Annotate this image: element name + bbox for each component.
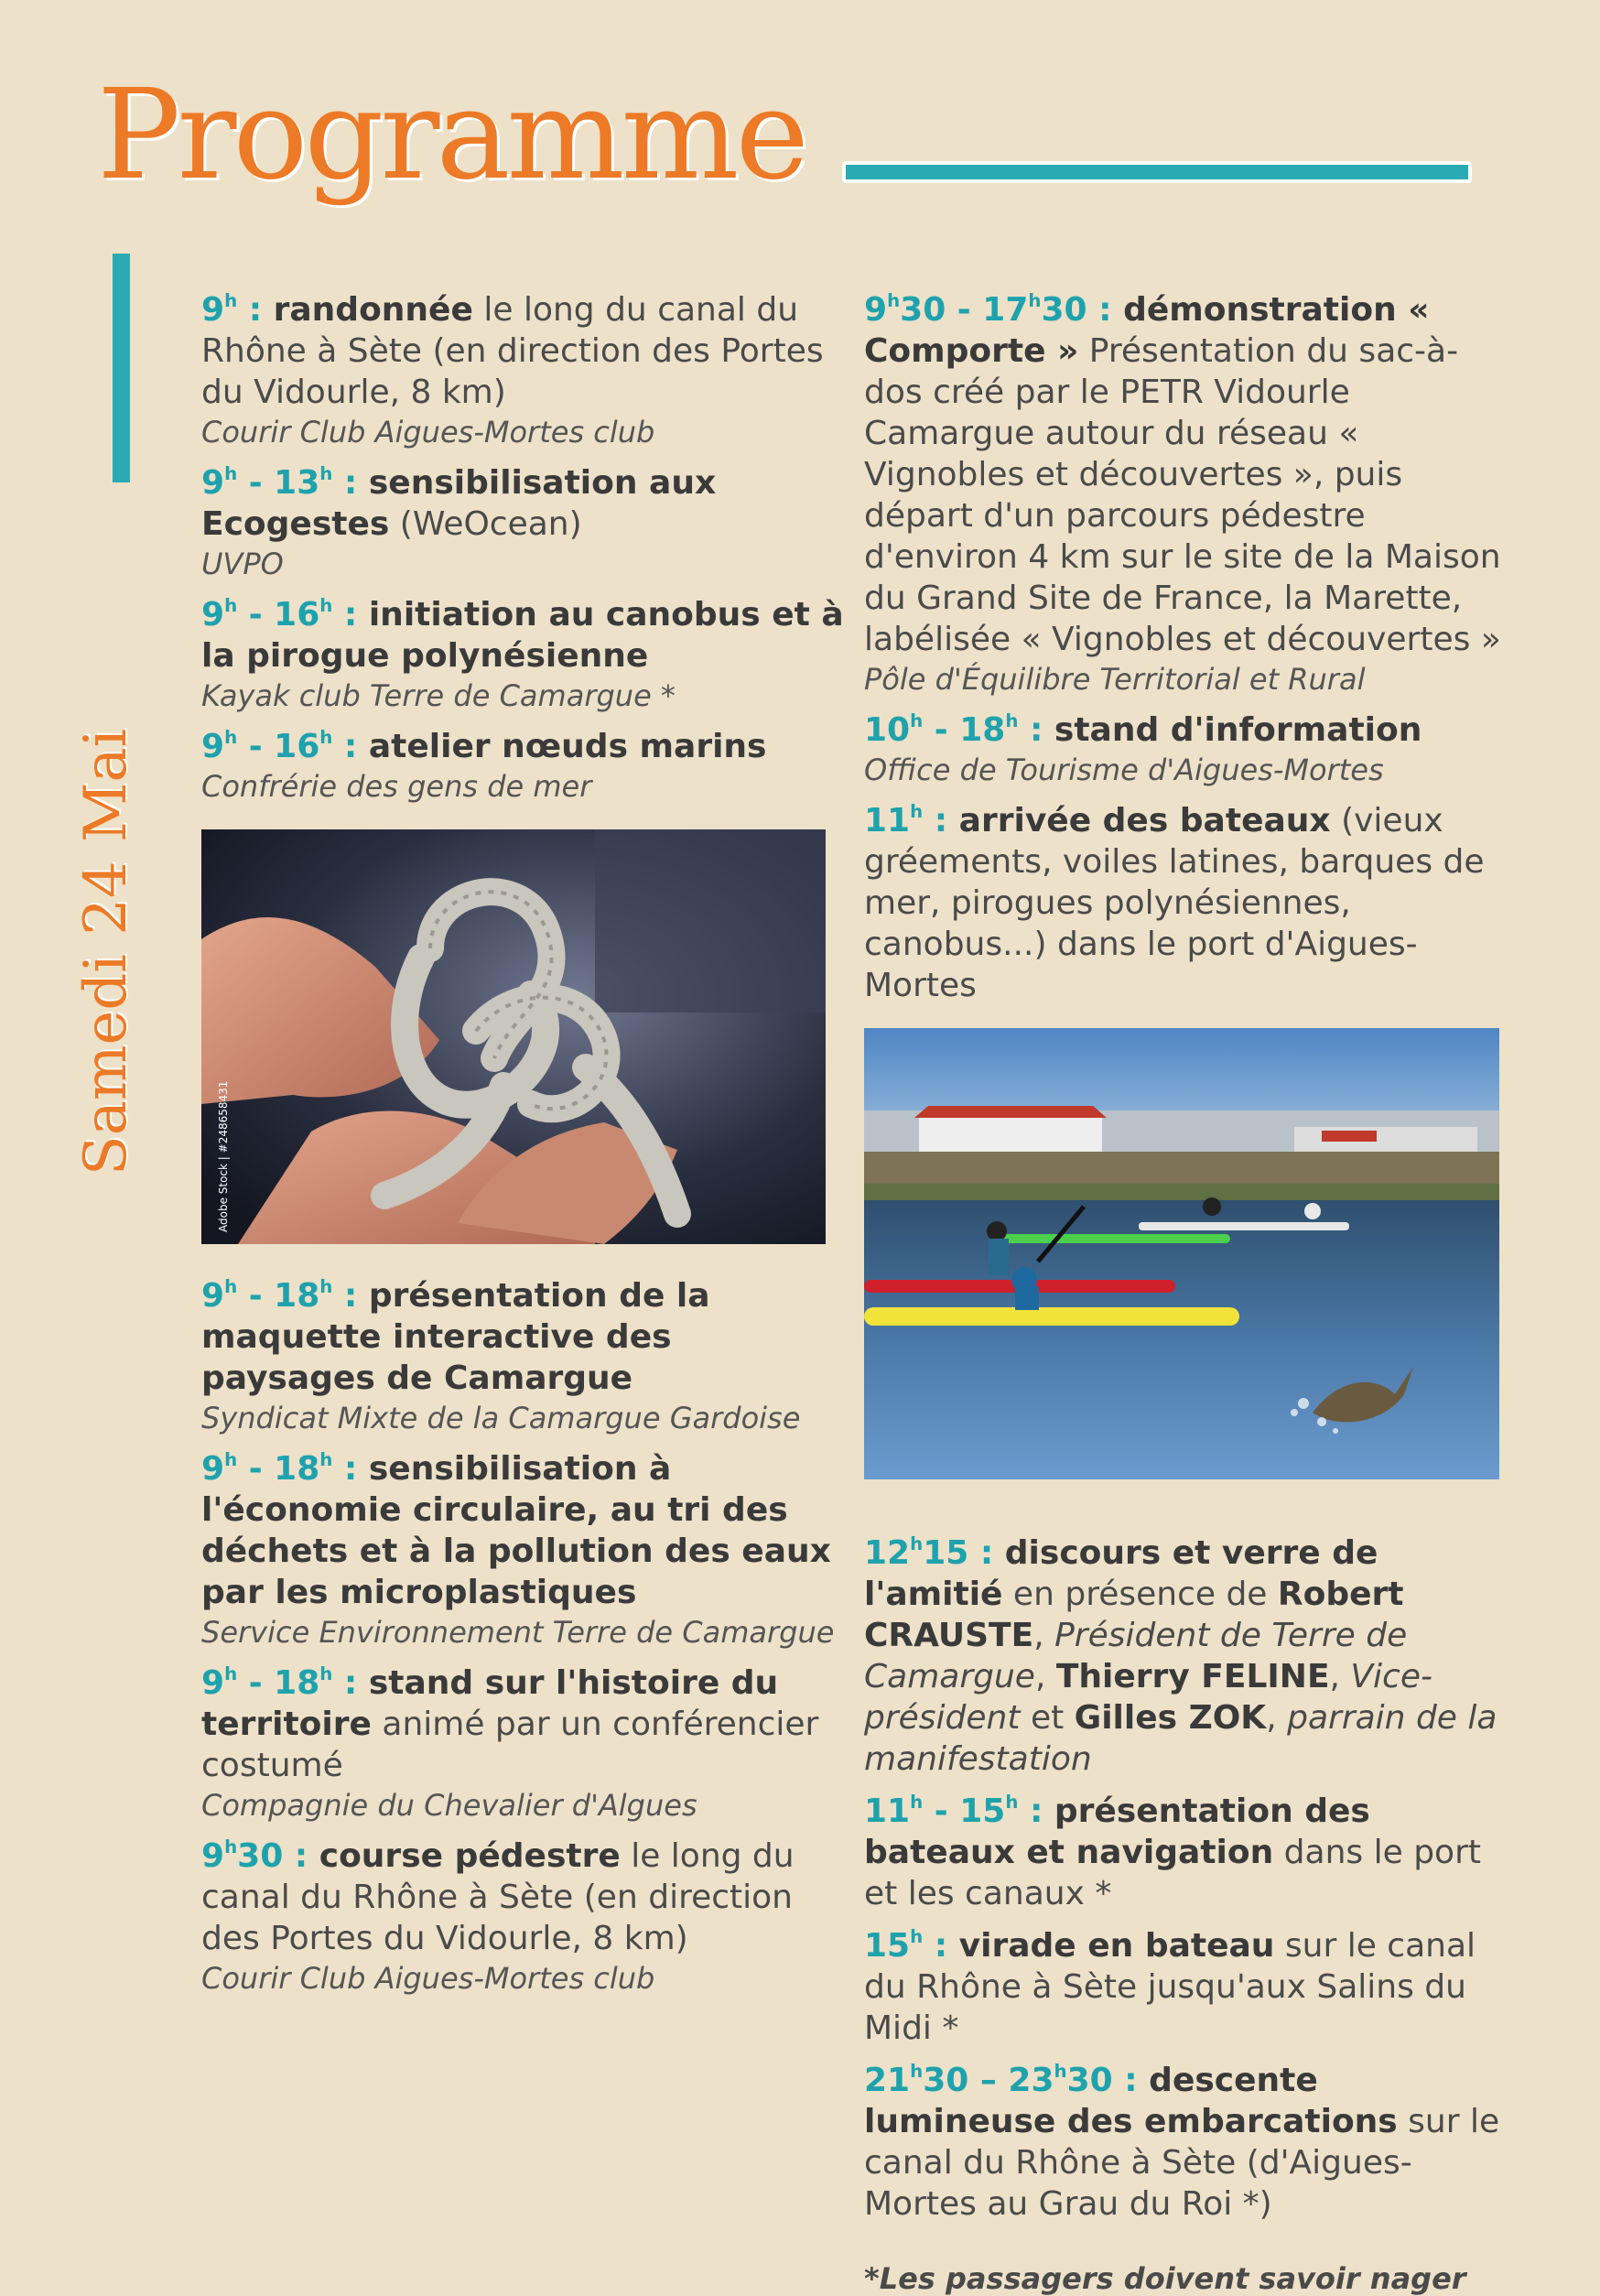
entry-time: 9$^h$ - 18$^h$ : xyxy=(201,1449,369,1488)
right-entries-bottom xyxy=(864,1791,1505,2225)
page-title: Programme xyxy=(97,63,805,208)
entry-description: le long du canal du Rhône à Sète (en direction des Portes du Vidourle, 8 km) xyxy=(201,291,824,411)
entry-organizer: Pôle d'Équilibre Territorial et Rural xyxy=(864,662,1366,697)
program-entry xyxy=(201,1836,847,1998)
program-entry xyxy=(864,1791,1505,1914)
left-entries-bottom xyxy=(201,1275,847,1998)
entry-title: discours et verre de l'amitié xyxy=(864,1534,1378,1613)
entry-description: (vieux gréements, voiles latines, barques de mer, pirogues polynésiennes, canobus...) dans le port d'Aigues-Mortes xyxy=(864,802,1485,1004)
entry-organizer: Confrérie des gens de mer xyxy=(201,769,592,804)
entry-time: 9$^h$ - 18$^h$ : xyxy=(201,1276,369,1315)
entry-time: 9$^h$30 - 17$^h$30 : xyxy=(864,290,1124,329)
entry-organizer: UVPO xyxy=(201,547,284,581)
entry-time: 21$^h$30 – 23$^h$30 : xyxy=(864,2061,1150,2099)
entry-time: 12$^h$15 : xyxy=(864,1533,1005,1572)
entry-description: animé par un conférencier costumé xyxy=(201,1706,819,1784)
entry-title: démonstration « Comporte » xyxy=(864,291,1430,370)
kayak-photo xyxy=(864,1028,1499,1479)
entry-title: sensibilisation aux Ecogestes xyxy=(201,464,717,543)
title-rule xyxy=(842,161,1472,183)
entry-title: stand sur l'histoire du territoire xyxy=(201,1664,779,1743)
entry-title: présentation des bateaux et navigation xyxy=(864,1792,1370,1871)
entry-time: 9$^h$ - 16$^h$ : xyxy=(201,727,369,765)
program-entry xyxy=(864,1925,1505,2049)
guest-name: Thierry FELINE xyxy=(1055,1658,1330,1695)
entry-discours: 12$^h$15 : discours et verre de l'amitié en présence de Robert CRAUSTE, Président de Terre de Camargue, Thierry FELINE, Vice-président et Gilles ZOK, parrain de la manifestation xyxy=(864,1533,1497,1778)
entry-title: randonnée xyxy=(273,291,473,329)
entry-organizer: Compagnie du Chevalier d'Algues xyxy=(201,1788,697,1823)
program-entry xyxy=(201,1662,847,1825)
right-entries-top xyxy=(864,289,1505,1006)
entry-description: sur le canal du Rhône à Sète (d'Aigues-Mortes au Grau du Roi *) xyxy=(864,2103,1500,2223)
entry-organizer: Kayak club Terre de Camargue * xyxy=(201,678,676,713)
entry-organizer: Courir Club Aigues-Mortes club xyxy=(201,415,655,449)
vertical-accent-bar xyxy=(113,254,130,482)
entry-description: le long du canal du Rhône à Sète (en direction des Portes du Vidourle, 8 km) xyxy=(201,1837,795,1957)
entry-title: course pédestre xyxy=(319,1837,621,1875)
entry-time: 9$^h$ : xyxy=(201,290,274,329)
date-label: Samedi 24 Mai xyxy=(72,728,140,1176)
program-entry xyxy=(201,462,847,583)
entry-time: 15$^h$ : xyxy=(864,1926,959,1965)
left-column xyxy=(201,289,847,2009)
entry-time: 11$^h$ - 15$^h$ : xyxy=(864,1792,1054,1830)
guest-name: Robert CRAUSTE xyxy=(864,1576,1404,1654)
entry-title: sensibilisation à l'économie circulaire, au tri des déchets et à la pollution des eaux par les microplastiques xyxy=(201,1450,831,1611)
entry-time: 10$^h$ - 18$^h$ : xyxy=(864,710,1054,749)
entry-description: (WeOcean) xyxy=(389,505,582,543)
entry-organizer: Courir Club Aigues-Mortes club xyxy=(201,1961,655,1996)
entry-organizer: Service Environnement Terre de Camargue xyxy=(201,1615,835,1650)
entry-description: dans le port et les canaux * xyxy=(864,1834,1481,1912)
right-column xyxy=(864,289,1505,2296)
entry-description: sur le canal du Rhône à Sète jusqu'aux Salins du Midi * xyxy=(864,1927,1476,2047)
entry-title: virade en bateau xyxy=(958,1927,1275,1965)
entry-title: descente lumineuse des embarcations xyxy=(864,2062,1398,2140)
entry-time: 11$^h$ : xyxy=(864,801,959,839)
guest-name: Gilles ZOK xyxy=(1074,1699,1267,1737)
program-entry xyxy=(201,1448,847,1652)
entry-title: initiation au canobus et à la pirogue polynésienne xyxy=(201,596,844,675)
program-entry xyxy=(201,1275,847,1437)
knot-photo xyxy=(201,829,826,1244)
entry-title: stand d'information xyxy=(1054,711,1422,749)
entry-organizer: Syndicat Mixte de la Camargue Gardoise xyxy=(201,1401,801,1435)
entry-title: atelier nœuds marins xyxy=(368,728,767,765)
photo-watermark: Adobe Stock | #248658431 xyxy=(217,1080,230,1232)
program-entry xyxy=(864,709,1505,789)
footnote: *Les passagers doivent savoir nager xyxy=(864,2261,1466,2296)
entry-organizer: Office de Tourisme d'Aigues-Mortes xyxy=(864,753,1384,787)
program-entry xyxy=(201,726,847,806)
entry-title: présentation de la maquette interactive des paysages de Camargue xyxy=(201,1277,710,1397)
entry-time: 9$^h$ - 13$^h$ : xyxy=(201,463,369,502)
entry-time: 9$^h$ - 16$^h$ : xyxy=(201,595,369,634)
program-entry xyxy=(864,289,1505,699)
entry-description: Présentation du sac-à-dos créé par le PETR Vidourle Camargue autour du réseau « Vignobles et découvertes », puis départ d'un parcours pédestre d'environ 4 km sur le site de la Maison du Grand Site de France, la Marette, labélisée « Vignobles et découvertes » xyxy=(864,332,1501,658)
program-entry xyxy=(864,800,1505,1006)
left-entries-top xyxy=(201,289,847,806)
entry-time: 9$^h$30 : xyxy=(201,1836,319,1875)
program-entry xyxy=(864,2060,1505,2225)
program-entry xyxy=(201,289,847,451)
program-entry xyxy=(201,594,847,715)
entry-title: arrivée des bateaux xyxy=(958,802,1331,839)
entry-time: 9$^h$ - 18$^h$ : xyxy=(201,1663,369,1702)
